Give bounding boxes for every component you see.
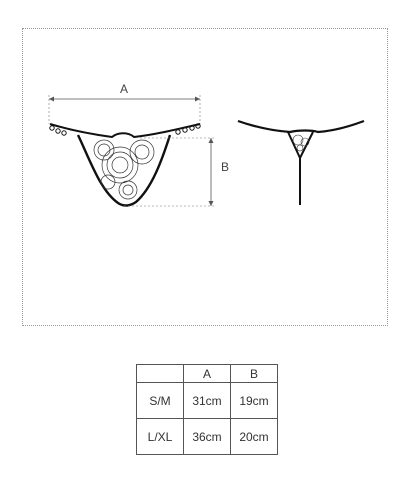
dimension-b-label: B xyxy=(221,160,230,174)
a-value-cell: 36cm xyxy=(184,419,231,455)
front-view xyxy=(50,124,200,206)
dimension-a-label: A xyxy=(119,82,129,96)
a-value-cell: 31cm xyxy=(184,383,231,419)
dimension-a xyxy=(49,82,200,124)
header-cell-b: B xyxy=(231,365,278,383)
table-row xyxy=(137,419,278,455)
back-view xyxy=(238,121,364,205)
header-cell-size xyxy=(137,365,184,383)
b-value-cell: 19cm xyxy=(231,383,278,419)
size-chart-header-row xyxy=(137,365,278,383)
table-row xyxy=(137,383,278,419)
b-value-cell: 20cm xyxy=(231,419,278,455)
header-cell-a: A xyxy=(184,365,231,383)
size-cell: S/M xyxy=(137,383,184,419)
size-cell: L/XL xyxy=(137,419,184,455)
size-chart-table xyxy=(136,364,278,455)
dimension-b xyxy=(124,138,229,206)
